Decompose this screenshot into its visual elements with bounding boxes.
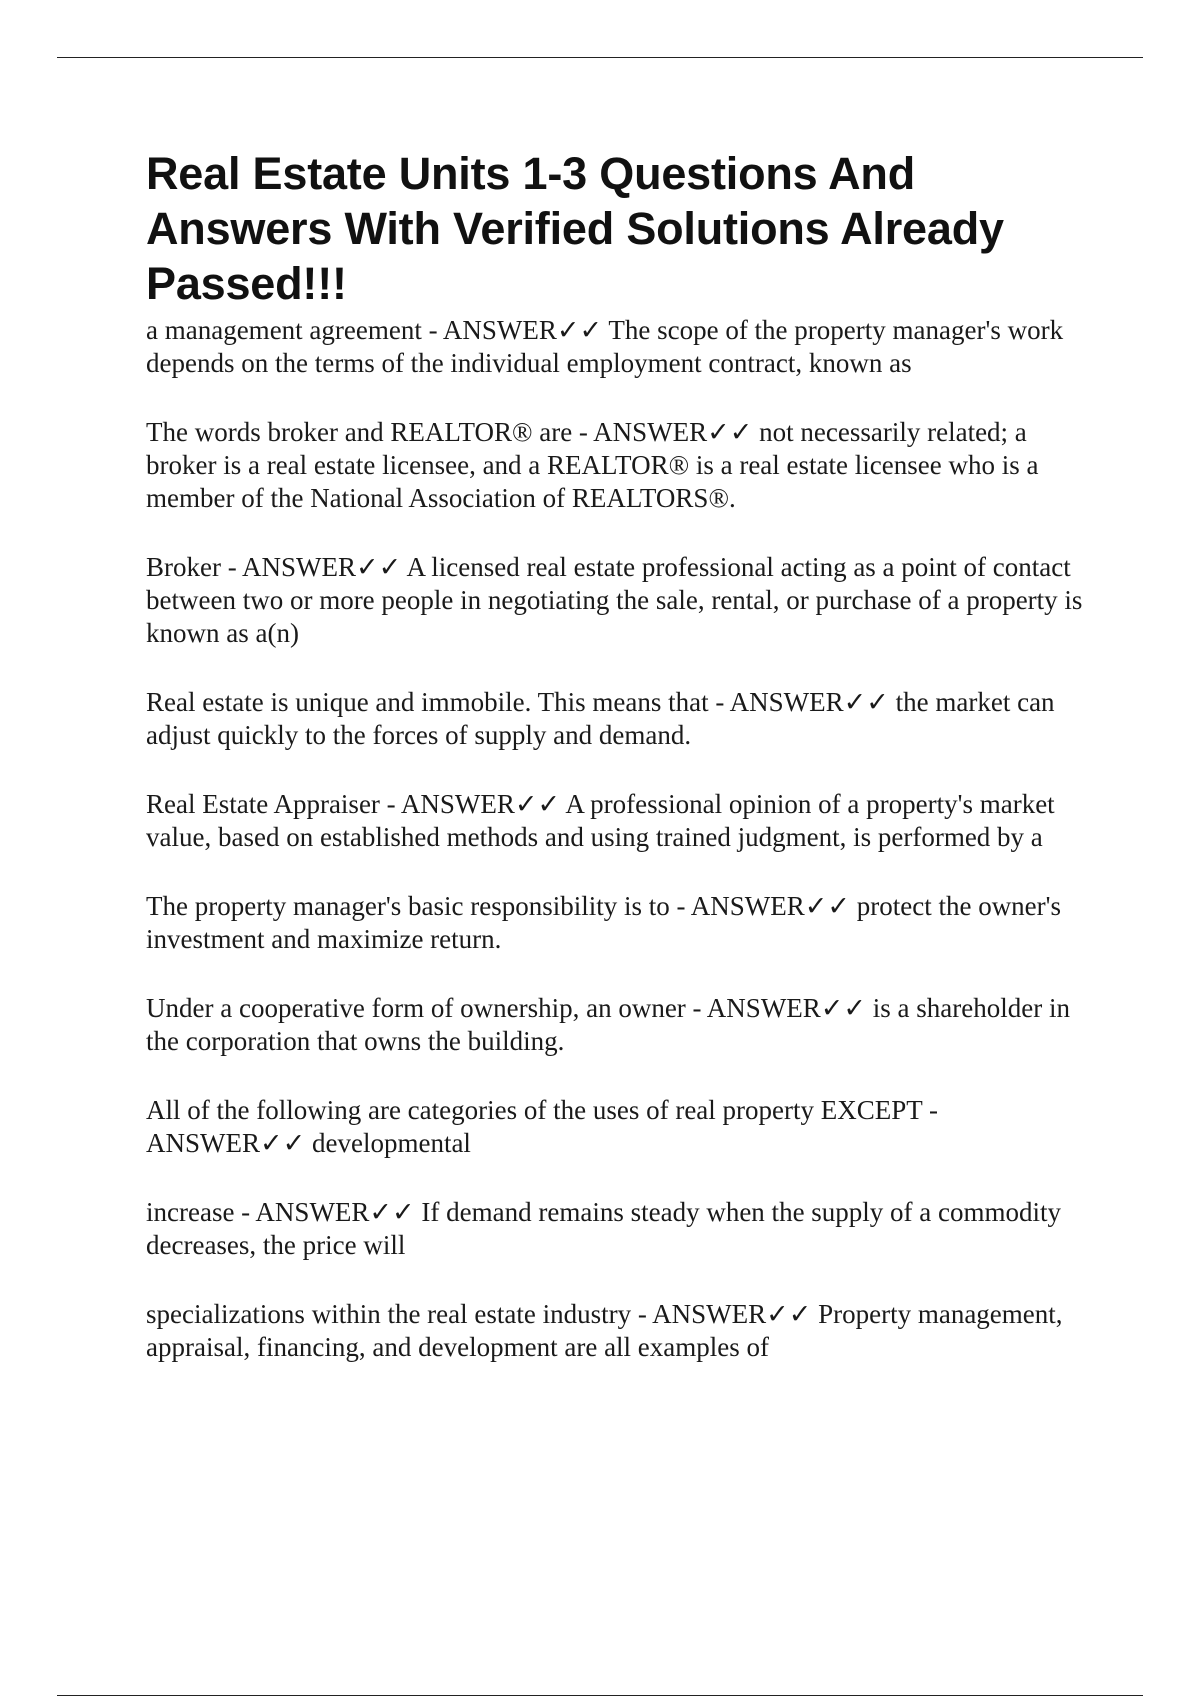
- qa-item: Under a cooperative form of ownership, an owner - ANSWER✓✓ is a shareholder in the corporation that owns the building.: [146, 993, 1070, 1056]
- qa-item: The property manager's basic responsibility is to - ANSWER✓✓ protect the owner's investment and maximize return.: [146, 891, 1062, 954]
- document-title: Real Estate Units 1-3 Questions And Answers With Verified Solutions Already Passed!!!: [146, 148, 1004, 309]
- qa-item: Real estate is unique and immobile. This means that - ANSWER✓✓ the market can adjust quickly to the forces of supply and demand.: [146, 687, 1055, 750]
- qa-item: All of the following are categories of the uses of real property EXCEPT - ANSWER✓✓ developmental: [146, 1095, 939, 1158]
- qa-item: specializations within the real estate industry - ANSWER✓✓ Property management, appraisal, financing, and development are all examples of: [146, 1299, 1063, 1362]
- qa-item: a management agreement - ANSWER✓✓ The scope of the property manager's work depends on the terms of the individual employment contract, known as: [146, 315, 1064, 378]
- qa-item: Broker - ANSWER✓✓ A licensed real estate professional acting as a point of contact between two or more people in negotiating the sale, rental, or purchase of a property is known as a(n): [146, 552, 1083, 648]
- qa-item: increase - ANSWER✓✓ If demand remains steady when the supply of a commodity decreases, the price will: [146, 1197, 1062, 1260]
- bottom-rule: [57, 1695, 1143, 1696]
- qa-item: Real Estate Appraiser - ANSWER✓✓ A professional opinion of a property's market value, based on established methods and using trained judgment, is performed by a: [146, 789, 1055, 852]
- top-rule: [57, 57, 1143, 58]
- qa-list: [146, 314, 1096, 1364]
- qa-item: The words broker and REALTOR® are - ANSWER✓✓ not necessarily related; a broker is a real estate licensee, and a REALTOR® is a real estate licensee who is a member of the National Association of REALTORS®.: [146, 417, 1039, 513]
- document-body: [146, 146, 1096, 1400]
